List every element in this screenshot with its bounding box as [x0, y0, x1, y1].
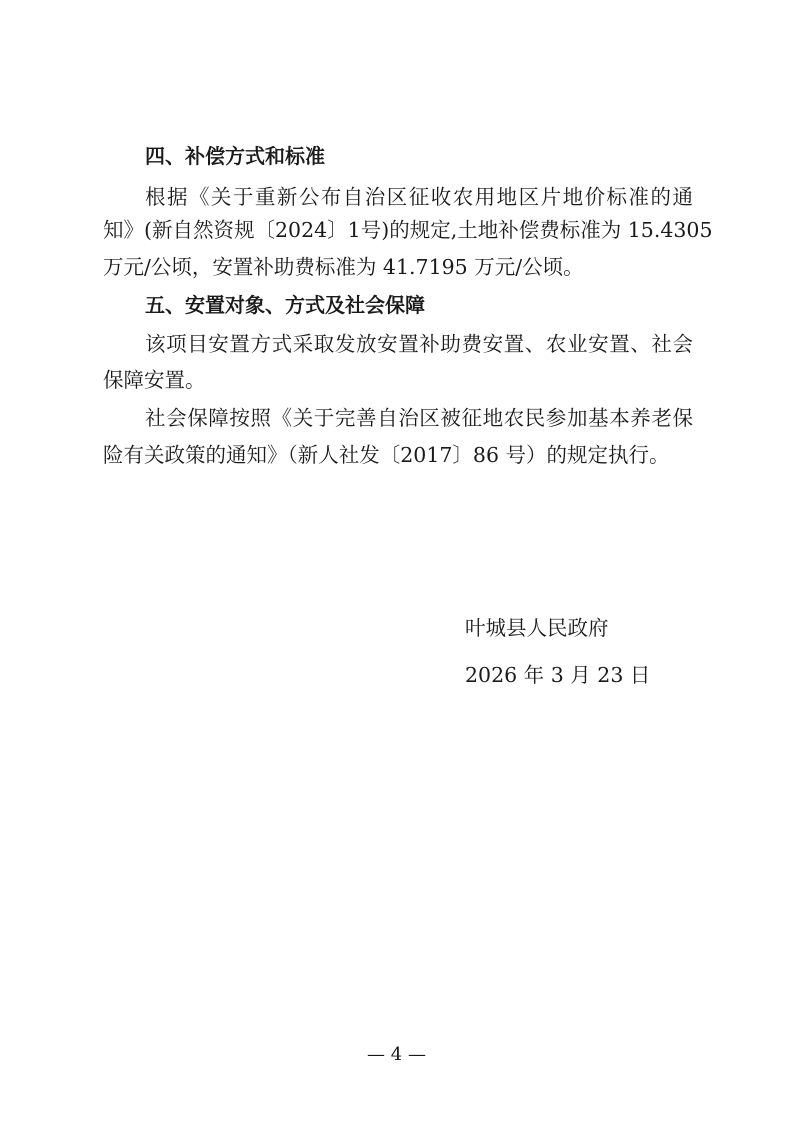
paragraph-line: 万元/公顷，安置补助费标准为 41.7195 万元/公顷。: [103, 255, 584, 279]
paragraph-line: 社会保障按照《关于完善自治区被征地农民参加基本养老保: [145, 406, 693, 430]
issue-date: 2026 年 3 月 23 日: [465, 663, 651, 687]
paragraph-line: 根据《关于重新公布自治区征收农用地区片地价标准的通: [145, 185, 693, 209]
page-number: — 4 —: [367, 1044, 426, 1065]
paragraph-line: 险有关政策的通知》（新人社发〔2017〕86 号）的规定执行。: [103, 443, 670, 467]
section-heading-resettlement: 五、安置对象、方式及社会保障: [145, 293, 425, 317]
section-heading-compensation: 四、补偿方式和标准: [145, 144, 325, 168]
paragraph-line: 保障安置。: [103, 368, 206, 392]
issuer-name: 叶城县人民政府: [465, 616, 609, 640]
paragraph-line: 该项目安置方式采取发放安置补助费安置、农业安置、社会: [145, 332, 693, 356]
paragraph-line: 知》(新自然资规〔2024〕1号)的规定,土地补偿费标准为 15.4305: [103, 218, 713, 242]
